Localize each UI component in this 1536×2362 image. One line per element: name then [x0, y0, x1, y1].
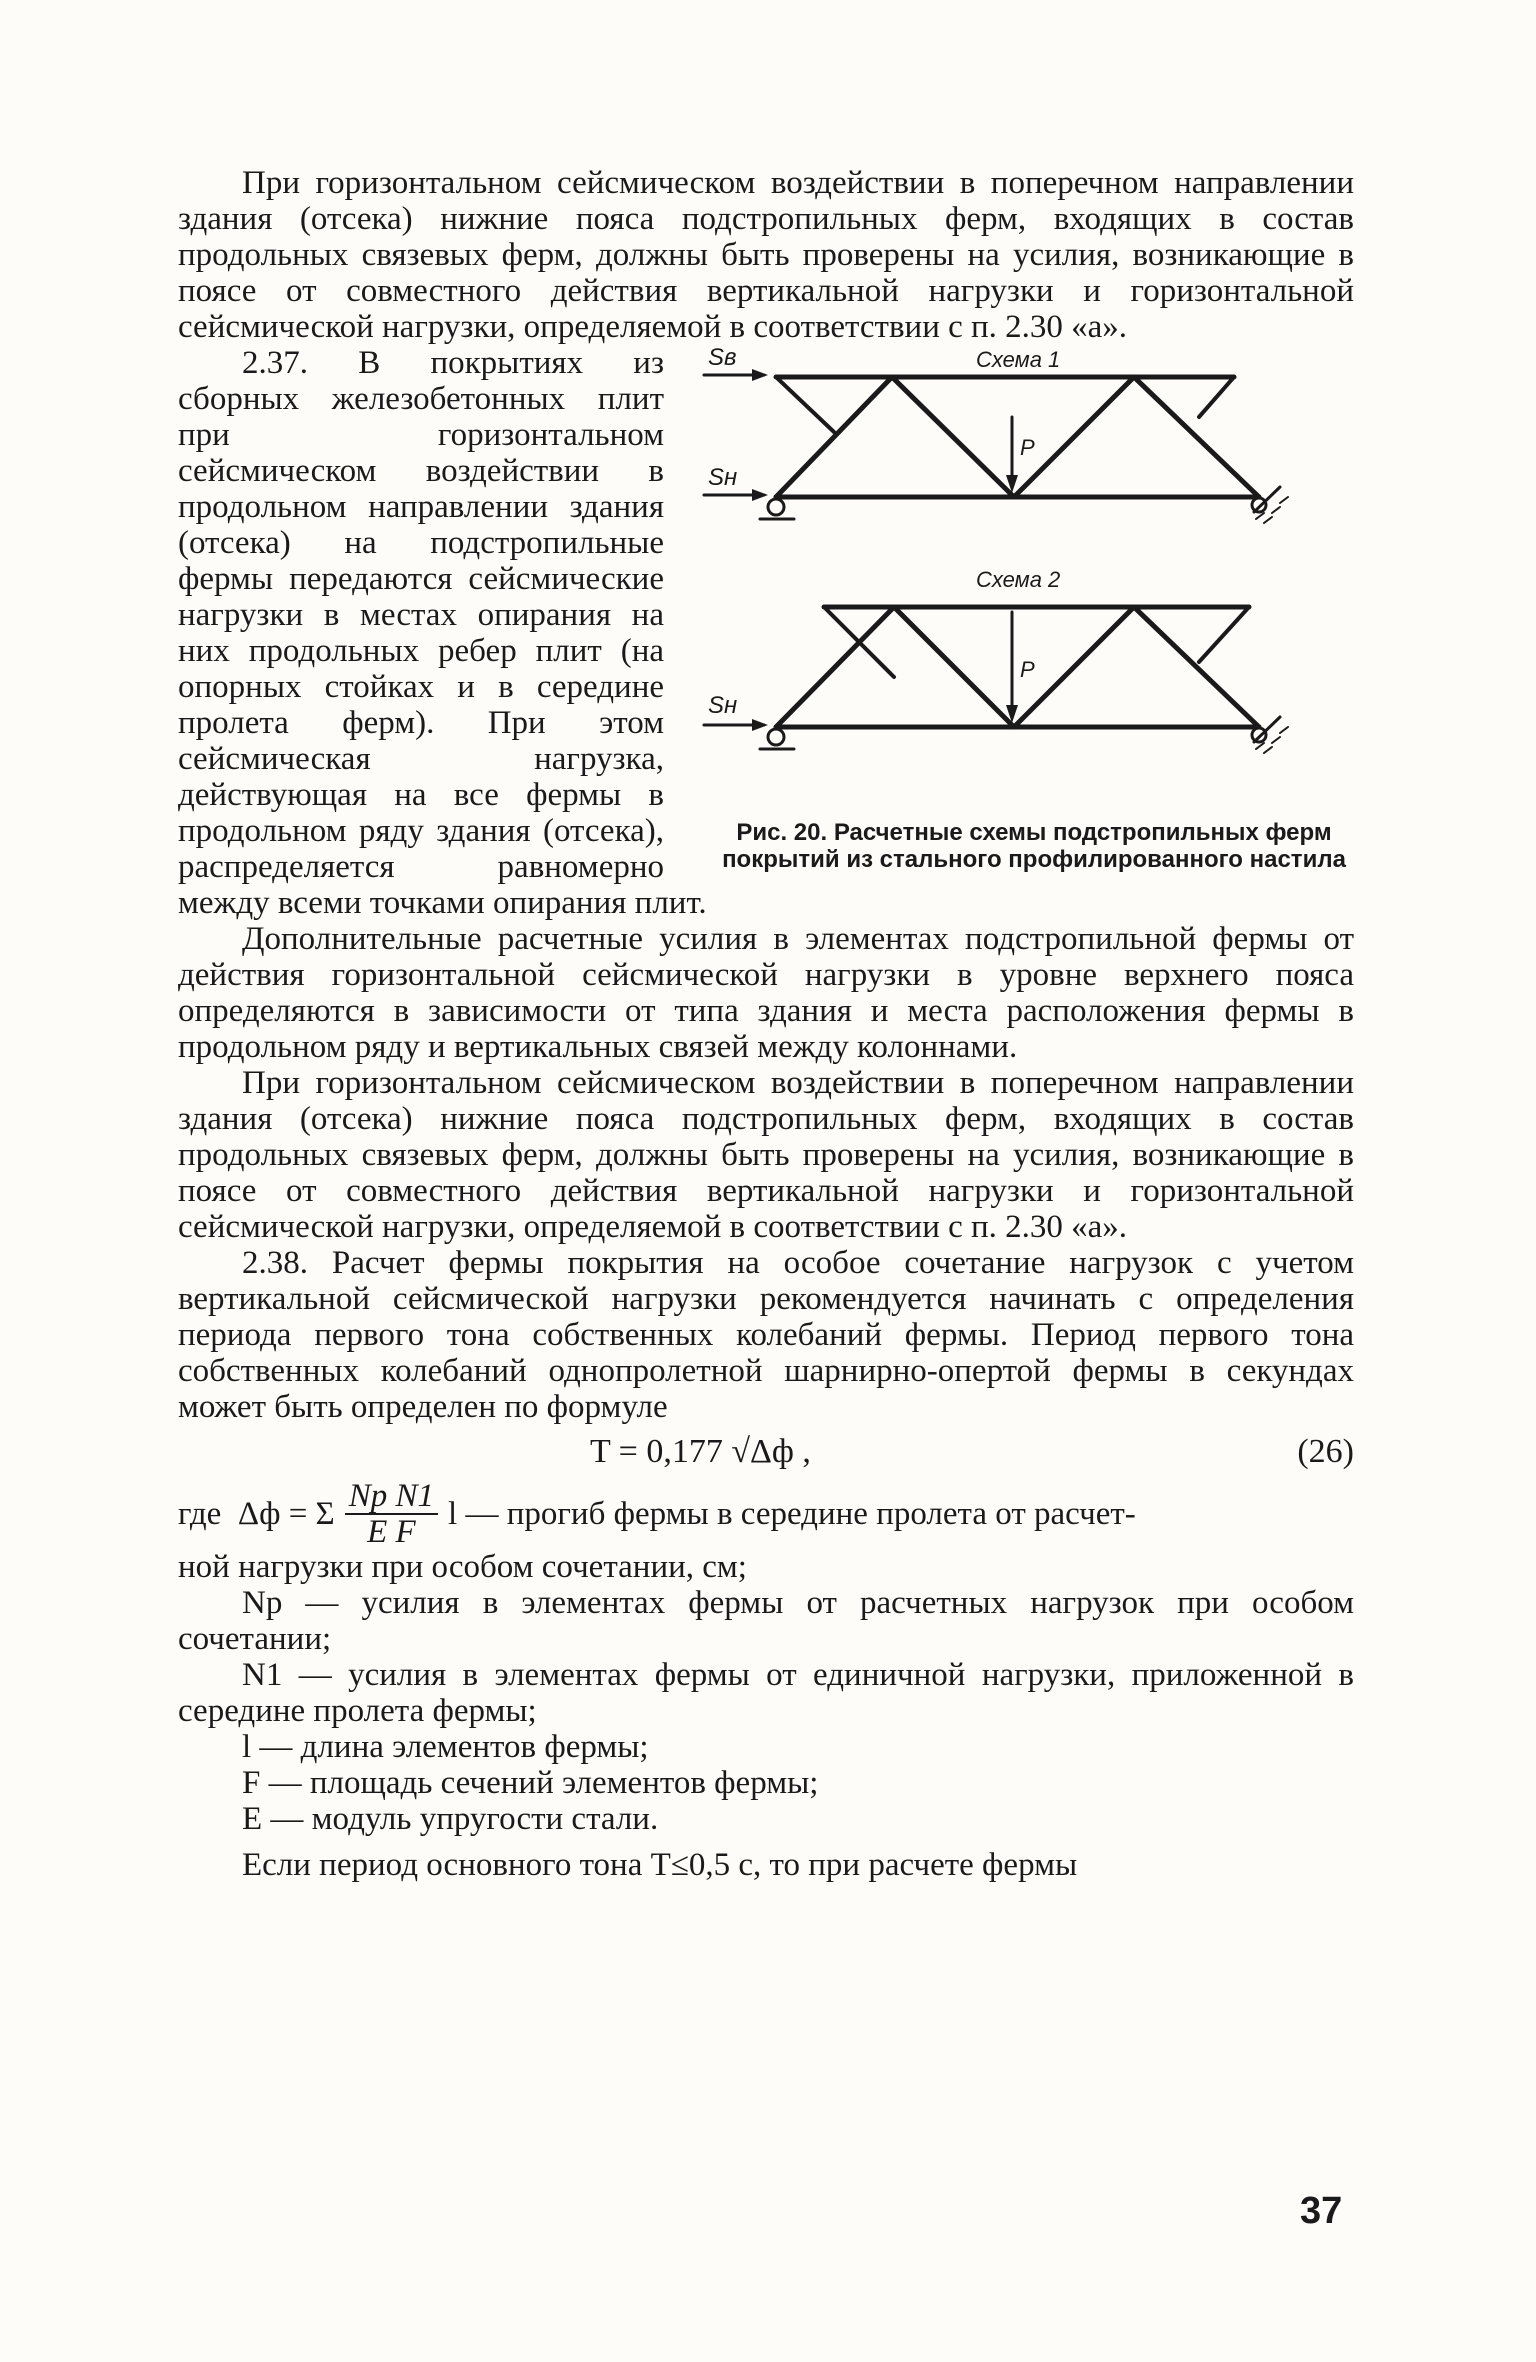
where-tail: l — прогиб фермы в середине пролета от расчет- [448, 1496, 1136, 1532]
load-bottom-label: Sн [708, 464, 738, 491]
where-fraction [345, 1479, 438, 1549]
paragraph-3: Дополнительные расчетные усилия в элементах подстропильной фермы от действия горизонтальной сейсмической нагрузки в уровне верхнего пояса определяются в зависимости от типа здания и места расположения фермы в продольном ряду и вертикальных связей между колоннами. [178, 921, 1354, 1065]
load-top-label: Sв [708, 347, 737, 371]
where-lhs: Δф = Σ [237, 1496, 335, 1532]
paragraph-2: 2.37. В покрытиях из сборных железобетонных плит при горизонтальном сейсмическом воздействии в продольном направлении здания (отсека) на подстропильные фермы передаются сейсмические нагрузки в местах опирания на них продольных ребер плит (на опорных стойках и в середине пролета ферм). При этом сейсмическая нагрузка, действующая на все фермы в продольном ряду здания (отсека), распределяется равномерно между всеми точками опирания плит. [178, 345, 707, 921]
paragraph-5: 2.38. Расчет фермы покрытия на особое сочетание нагрузок с учетом вертикальной сейсмической нагрузки рекомендуется начинать с определения периода первого тона собственных колебаний фермы. Период первого тона собственных колебаний однопролетной шарнирно-опертой фермы в секундах может быть определен по формуле [178, 1245, 1354, 1425]
force2-label: P [1020, 657, 1035, 682]
fraction-numerator: Np N1 [345, 1479, 438, 1515]
scheme2-label: Схема 2 [976, 567, 1061, 592]
page-body [178, 165, 1354, 1883]
definitions-list [178, 1585, 1354, 1837]
definition-item: Np — усилия в элементах фермы от расчетных нагрузок при особом сочетании; [178, 1585, 1354, 1657]
load-bottom2-label: Sн [708, 692, 738, 719]
formula-number: (26) [1297, 1433, 1354, 1470]
where-continuation: ной нагрузки при особом сочетании, см; [178, 1549, 747, 1585]
force1-label: P [1020, 435, 1035, 460]
truss-diagram [694, 347, 1324, 817]
scheme1-label: Схема 1 [976, 347, 1061, 372]
definition-item: l — длина элементов фермы; [242, 1729, 649, 1765]
figure-caption: Рис. 20. Расчетные схемы подстропильных ферм покрытий из стального профилированного настила [722, 819, 1346, 873]
formula-text: T = 0,177 √Δф , [590, 1433, 811, 1470]
paragraph-1: При горизонтальном сейсмическом воздействии в поперечном направлении здания (отсека) нижние пояса подстропильных ферм, входящих в состав продольных связевых ферм, должны быть проверены на усилия, возникающие в поясе от совместного действия вертикальной нагрузки и горизонтальной сейсмической нагрузки, определяемой в соответствии с п. 2.30 «а». [178, 165, 1354, 345]
page-number: 37 [1300, 2190, 1343, 2232]
definition-item: E — модуль упругости стали. [242, 1801, 659, 1837]
where-line [178, 1479, 1354, 1549]
where-lead: где [178, 1496, 222, 1532]
figure-wrap-zone [178, 345, 1354, 1065]
paragraph-4: При горизонтальном сейсмическом воздействии в поперечном направлении здания (отсека) нижние пояса подстропильных ферм, входящих в состав продольных связевых ферм, должны быть проверены на усилия, возникающие в поясе от совместного действия вертикальной нагрузки и горизонтальной сейсмической нагрузки, определяемой в соответствии с п. 2.30 «а». [178, 1065, 1354, 1245]
definition-item: N1 — усилия в элементах фермы от единичной нагрузки, приложенной в середине пролета фермы; [178, 1657, 1354, 1729]
paragraph-6: Если период основного тона T≤0,5 с, то при расчете фермы [242, 1847, 1078, 1883]
fraction-denominator: E F [367, 1514, 416, 1550]
definition-item: F — площадь сечений элементов фермы; [242, 1765, 819, 1801]
formula-26 [178, 1431, 1354, 1475]
figure-20 [694, 347, 1354, 873]
